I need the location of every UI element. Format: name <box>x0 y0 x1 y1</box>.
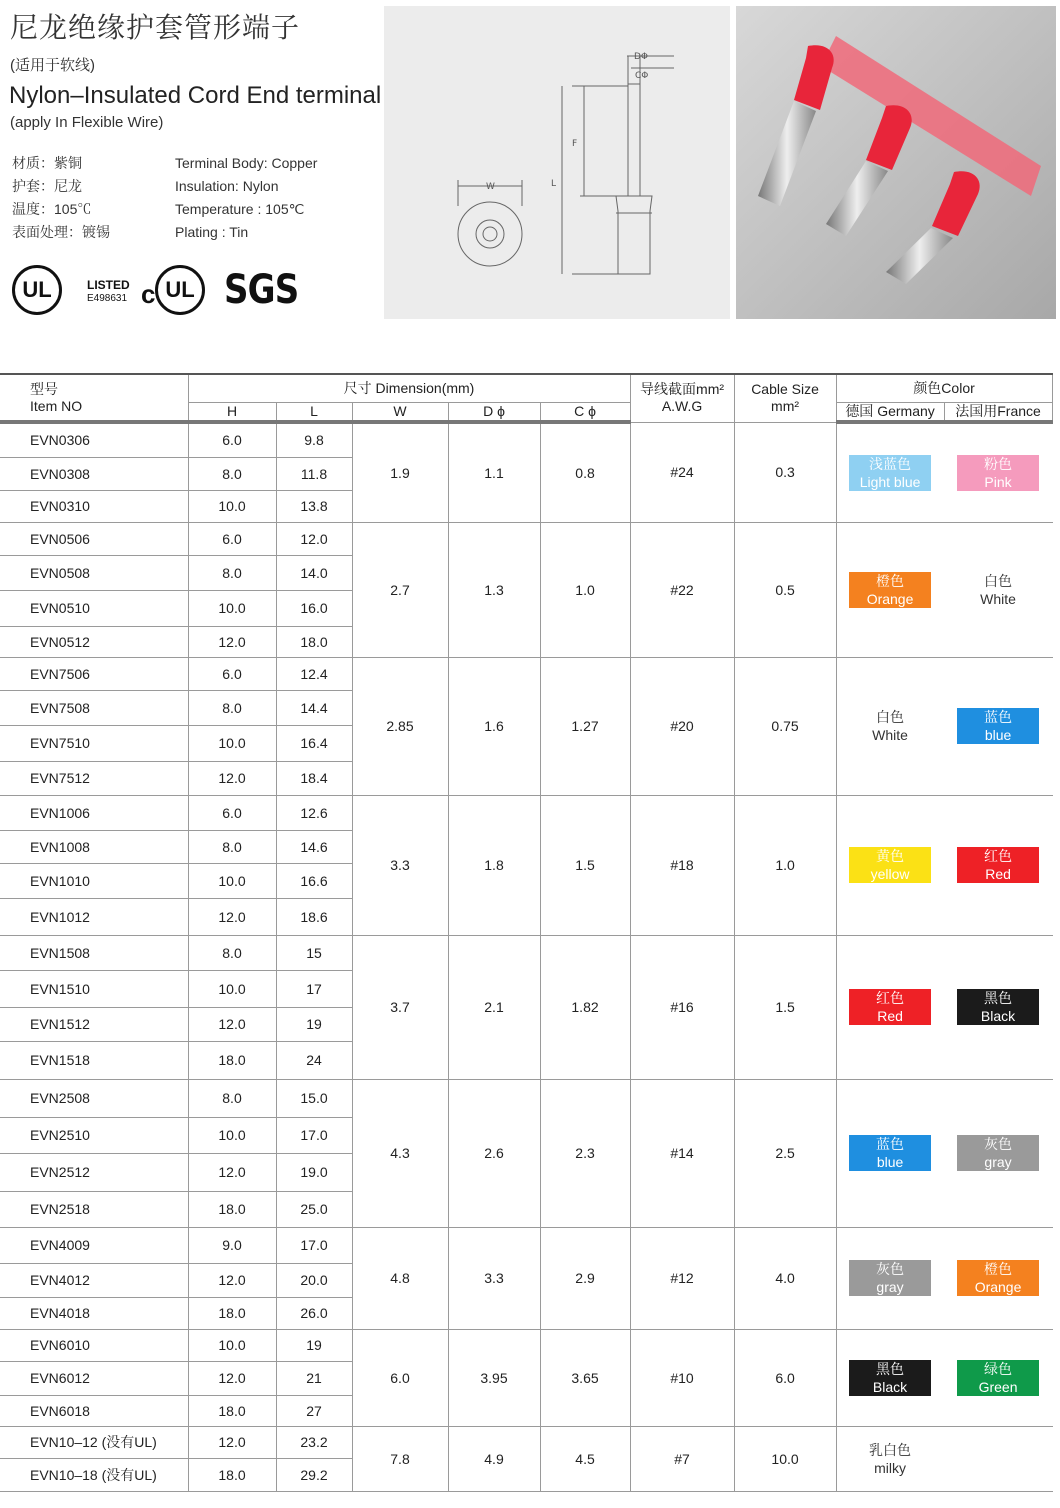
cell-color-france <box>944 657 1052 795</box>
header-cable-en: Cable Size <box>751 381 819 398</box>
cell-item-no: EVN7512 <box>0 761 188 795</box>
cell-color-france <box>944 1329 1052 1426</box>
cell-color-germany <box>836 1079 944 1227</box>
side-view-sleeve <box>616 196 652 274</box>
color-name-en: Pink <box>984 473 1012 490</box>
color-name-cn: 橙色 <box>984 1261 1013 1277</box>
header-h: H <box>188 402 276 422</box>
cell-item-no: EVN1508 <box>0 935 188 970</box>
cell-h: 8.0 <box>188 555 276 590</box>
color-name-en: Black <box>980 1008 1016 1024</box>
technical-drawing <box>384 6 730 319</box>
certification-logos <box>12 265 312 317</box>
cell-h: 6.0 <box>188 795 276 830</box>
table-row <box>0 1426 1052 1458</box>
color-name-cn: 蓝色 <box>876 1136 905 1152</box>
color-name-en: White <box>980 590 1016 607</box>
cell-h: 8.0 <box>188 1079 276 1117</box>
header-awg-cn: 导线截面mm² <box>640 381 725 398</box>
cell-item-no: EVN1510 <box>0 970 188 1007</box>
cell-c: 1.82 <box>540 935 630 1079</box>
color-swatch-france <box>957 847 1039 883</box>
cell-d: 4.9 <box>448 1426 540 1491</box>
cell-item-no: EVN0306 <box>0 422 188 457</box>
cell-d: 3.95 <box>448 1329 540 1426</box>
cell-item-no: EVN1010 <box>0 863 188 898</box>
color-name-cn: 黄色 <box>876 848 905 864</box>
listed-mark <box>87 279 130 305</box>
cell-h: 8.0 <box>188 690 276 725</box>
cell-d: 3.3 <box>448 1227 540 1329</box>
table-row <box>0 522 1052 555</box>
cell-h: 8.0 <box>188 935 276 970</box>
cell-awg: #12 <box>630 1227 734 1329</box>
cell-item-no: EVN1008 <box>0 830 188 863</box>
cell-item-no: EVN2508 <box>0 1079 188 1117</box>
cell-awg: #10 <box>630 1329 734 1426</box>
cell-w: 6.0 <box>352 1329 448 1426</box>
color-name-cn: 红色 <box>876 990 905 1006</box>
header-c: C ϕ <box>540 402 630 422</box>
cell-h: 12.0 <box>188 1263 276 1297</box>
table-row <box>0 1079 1052 1117</box>
cell-awg: #14 <box>630 1079 734 1227</box>
cell-c: 1.5 <box>540 795 630 935</box>
color-swatch-germany <box>849 708 931 744</box>
spec-material-cn: 材质：紫铜 <box>12 155 82 171</box>
color-name-cn: 乳白色 <box>869 1441 912 1458</box>
cell-h: 6.0 <box>188 422 276 457</box>
color-name-cn: 橙色 <box>876 572 905 589</box>
cell-l: 16.4 <box>276 725 352 761</box>
cell-h: 8.0 <box>188 830 276 863</box>
cell-h: 18.0 <box>188 1297 276 1329</box>
cell-d: 2.6 <box>448 1079 540 1227</box>
cell-color-germany <box>836 422 944 522</box>
color-swatch-germany <box>849 989 931 1025</box>
cell-l: 12.6 <box>276 795 352 830</box>
cell-l: 17.0 <box>276 1227 352 1263</box>
spec-table-body <box>0 422 1052 1491</box>
color-name-en: Red <box>985 866 1011 882</box>
cell-d: 1.3 <box>448 522 540 657</box>
cell-item-no: EVN6018 <box>0 1395 188 1426</box>
color-name-cn: 白色 <box>876 709 905 725</box>
cell-item-no: EVN0508 <box>0 555 188 590</box>
cell-color-france <box>944 795 1052 935</box>
color-name-cn: 灰色 <box>876 1261 905 1277</box>
cell-item-no: EVN4018 <box>0 1297 188 1329</box>
color-name-cn: 蓝色 <box>984 709 1013 725</box>
cell-awg: #7 <box>630 1426 734 1491</box>
cell-item-no: EVN6010 <box>0 1329 188 1361</box>
cell-item-no: EVN6012 <box>0 1361 188 1395</box>
listed-number: E498631 <box>87 293 128 304</box>
cell-l: 19 <box>276 1007 352 1041</box>
cell-w: 4.8 <box>352 1227 448 1329</box>
color-swatch-germany <box>849 572 931 608</box>
cell-color-germany <box>836 657 944 795</box>
l-label: L <box>551 179 557 189</box>
sgs-logo: SGS <box>224 267 299 313</box>
cell-awg: #16 <box>630 935 734 1079</box>
cell-h: 10.0 <box>188 1117 276 1153</box>
cell-cable: 2.5 <box>734 1079 836 1227</box>
cell-h: 12.0 <box>188 761 276 795</box>
cell-item-no: EVN2512 <box>0 1153 188 1191</box>
header-germany: 德国 Germany <box>836 402 944 422</box>
cell-cable: 4.0 <box>734 1227 836 1329</box>
cell-w: 1.9 <box>352 422 448 522</box>
cell-color-france <box>944 422 1052 522</box>
end-view-outer <box>458 202 522 266</box>
cell-l: 19 <box>276 1329 352 1361</box>
cell-w: 2.85 <box>352 657 448 795</box>
cell-c: 2.9 <box>540 1227 630 1329</box>
cell-item-no: EVN1512 <box>0 1007 188 1041</box>
side-view-tube <box>628 84 640 196</box>
color-swatch-france <box>957 989 1039 1025</box>
cell-h: 6.0 <box>188 522 276 555</box>
cell-item-no: EVN1518 <box>0 1041 188 1079</box>
cell-l: 15 <box>276 935 352 970</box>
color-swatch-germany <box>849 1260 931 1296</box>
cell-color-germany <box>836 1426 944 1491</box>
color-swatch-france <box>957 1360 1039 1396</box>
cell-l: 27 <box>276 1395 352 1426</box>
cell-h: 12.0 <box>188 898 276 935</box>
cell-h: 12.0 <box>188 1361 276 1395</box>
cell-h: 8.0 <box>188 457 276 490</box>
header-l: L <box>276 402 352 422</box>
spec-list-chinese <box>12 152 110 244</box>
cell-item-no: EVN2518 <box>0 1191 188 1227</box>
cell-color-france <box>944 1227 1052 1329</box>
c-label: CΦ <box>635 71 649 81</box>
cell-color-germany <box>836 795 944 935</box>
cell-color-france <box>944 935 1052 1079</box>
color-swatch-france <box>957 455 1039 491</box>
drawing-svg <box>384 6 730 319</box>
cell-cable: 0.75 <box>734 657 836 795</box>
cell-color-france <box>944 1079 1052 1227</box>
spec-temperature-cn: 温度：105℃ <box>12 201 92 217</box>
cell-item-no: EVN0512 <box>0 626 188 657</box>
product-header <box>0 0 1060 330</box>
cell-item-no: EVN7510 <box>0 725 188 761</box>
header-awg <box>630 374 734 422</box>
cell-c: 2.3 <box>540 1079 630 1227</box>
cell-l: 19.0 <box>276 1153 352 1191</box>
subtitle-chinese: (适用于软线) <box>10 57 95 74</box>
header-d: D ϕ <box>448 402 540 422</box>
cell-w: 2.7 <box>352 522 448 657</box>
cell-l: 14.0 <box>276 555 352 590</box>
color-name-en: Green <box>978 1378 1018 1395</box>
color-name-en: blue <box>876 1154 904 1170</box>
ul-logo: UL <box>12 265 62 315</box>
header-dimension: 尺寸 Dimension(mm) <box>188 374 630 402</box>
color-swatch-germany <box>849 455 931 491</box>
cell-w: 3.3 <box>352 795 448 935</box>
table-row <box>0 795 1052 830</box>
cell-l: 23.2 <box>276 1426 352 1458</box>
color-swatch-germany <box>849 1360 931 1396</box>
color-name-cn: 黑色 <box>984 990 1013 1006</box>
cell-c: 1.0 <box>540 522 630 657</box>
cell-h: 10.0 <box>188 970 276 1007</box>
table-row <box>0 1227 1052 1263</box>
cell-h: 10.0 <box>188 1329 276 1361</box>
color-name-en: gray <box>984 1154 1012 1170</box>
cell-color-germany <box>836 1329 944 1426</box>
color-swatch-germany <box>849 1135 931 1171</box>
spec-list-english <box>175 152 317 244</box>
cell-cable: 0.5 <box>734 522 836 657</box>
header-w: W <box>352 402 448 422</box>
color-name-en: gray <box>876 1279 904 1295</box>
cell-l: 20.0 <box>276 1263 352 1297</box>
cell-l: 12.4 <box>276 657 352 690</box>
cell-item-no: EVN10–18 (没有UL) <box>0 1458 188 1491</box>
cell-w: 7.8 <box>352 1426 448 1491</box>
header-cable-size <box>734 374 836 422</box>
cell-color-germany <box>836 1227 944 1329</box>
cell-h: 12.0 <box>188 1007 276 1041</box>
cell-item-no: EVN10–12 (没有UL) <box>0 1426 188 1458</box>
title-chinese: 尼龙绝缘护套管形端子 <box>10 12 301 43</box>
cell-l: 12.0 <box>276 522 352 555</box>
cell-cable: 0.3 <box>734 422 836 522</box>
product-photo <box>736 6 1056 319</box>
cell-h: 18.0 <box>188 1458 276 1491</box>
cell-cable: 6.0 <box>734 1329 836 1426</box>
cell-item-no: EVN2510 <box>0 1117 188 1153</box>
color-name-cn: 白色 <box>984 572 1013 589</box>
color-name-cn: 红色 <box>984 848 1013 864</box>
spec-insulation-cn: 护套：尼龙 <box>12 178 82 194</box>
cell-awg: #20 <box>630 657 734 795</box>
color-swatch-france <box>957 1135 1039 1171</box>
spec-plating-cn: 表面处理：镀锡 <box>12 224 110 240</box>
cell-l: 18.6 <box>276 898 352 935</box>
w-label: W <box>486 182 495 192</box>
cell-h: 9.0 <box>188 1227 276 1263</box>
cell-color-germany <box>836 935 944 1079</box>
cell-l: 14.6 <box>276 830 352 863</box>
cul-logo: UL <box>155 265 205 315</box>
spec-material-en: Terminal Body: Copper <box>175 155 318 171</box>
cell-w: 4.3 <box>352 1079 448 1227</box>
cell-cable: 10.0 <box>734 1426 836 1491</box>
color-name-cn: 粉色 <box>984 455 1013 472</box>
cell-h: 18.0 <box>188 1191 276 1227</box>
cell-h: 18.0 <box>188 1041 276 1079</box>
color-swatch-france <box>957 1260 1039 1296</box>
cell-l: 21 <box>276 1361 352 1395</box>
cell-h: 10.0 <box>188 725 276 761</box>
c-mark: c <box>141 279 156 309</box>
cell-h: 6.0 <box>188 657 276 690</box>
cell-h: 12.0 <box>188 626 276 657</box>
f-label: F <box>572 139 578 149</box>
header-color: 颜色Color <box>836 374 1052 402</box>
cell-l: 25.0 <box>276 1191 352 1227</box>
cell-h: 12.0 <box>188 1153 276 1191</box>
cell-c: 3.65 <box>540 1329 630 1426</box>
cell-item-no: EVN0510 <box>0 590 188 626</box>
cell-w: 3.7 <box>352 935 448 1079</box>
cell-item-no: EVN0506 <box>0 522 188 555</box>
cell-item-no: EVN0310 <box>0 490 188 522</box>
spec-temperature-en: Temperature : 105℃ <box>175 201 305 217</box>
color-swatch-france <box>957 572 1039 608</box>
cell-awg: #22 <box>630 522 734 657</box>
cell-l: 14.4 <box>276 690 352 725</box>
header-france: 法国用France <box>944 402 1052 422</box>
cell-d: 1.8 <box>448 795 540 935</box>
header-item-no <box>0 374 188 422</box>
color-name-en: Light blue <box>859 473 921 490</box>
cell-l: 9.8 <box>276 422 352 457</box>
cell-cable: 1.0 <box>734 795 836 935</box>
cell-h: 12.0 <box>188 1426 276 1458</box>
cell-l: 16.6 <box>276 863 352 898</box>
header-cable-unit: mm² <box>771 398 800 415</box>
color-name-cn: 绿色 <box>984 1360 1013 1377</box>
cell-item-no: EVN4012 <box>0 1263 188 1297</box>
cell-item-no: EVN4009 <box>0 1227 188 1263</box>
cell-c: 1.27 <box>540 657 630 795</box>
cell-l: 24 <box>276 1041 352 1079</box>
cell-l: 17.0 <box>276 1117 352 1153</box>
photo-svg <box>736 6 1056 319</box>
cell-d: 1.1 <box>448 422 540 522</box>
cell-l: 18.4 <box>276 761 352 795</box>
cell-awg: #18 <box>630 795 734 935</box>
color-name-en: Orange <box>866 590 914 607</box>
cell-h: 10.0 <box>188 590 276 626</box>
color-name-en: blue <box>984 727 1012 743</box>
color-name-cn: 灰色 <box>984 1136 1013 1152</box>
cell-c: 0.8 <box>540 422 630 522</box>
cell-cable: 1.5 <box>734 935 836 1079</box>
cell-item-no: EVN7508 <box>0 690 188 725</box>
color-swatch-france <box>957 708 1039 744</box>
cell-color-france <box>944 1426 1052 1491</box>
cell-item-no: EVN1006 <box>0 795 188 830</box>
table-row <box>0 1329 1052 1361</box>
cell-d: 2.1 <box>448 935 540 1079</box>
cell-item-no: EVN1012 <box>0 898 188 935</box>
color-name-en: Black <box>872 1378 908 1395</box>
cell-item-no: EVN0308 <box>0 457 188 490</box>
table-row <box>0 657 1052 690</box>
cell-awg: #24 <box>630 422 734 522</box>
cell-l: 18.0 <box>276 626 352 657</box>
color-swatch-germany <box>849 847 931 883</box>
cell-l: 13.8 <box>276 490 352 522</box>
end-view-inner <box>483 227 497 241</box>
cell-l: 16.0 <box>276 590 352 626</box>
header-item-en: Item NO <box>30 397 83 414</box>
color-name-en: Orange <box>974 1279 1022 1295</box>
cell-l: 15.0 <box>276 1079 352 1117</box>
cell-h: 10.0 <box>188 863 276 898</box>
color-name-cn: 浅蓝色 <box>869 455 912 472</box>
spec-table <box>0 373 1053 1492</box>
cell-l: 29.2 <box>276 1458 352 1491</box>
subtitle-english: (apply In Flexible Wire) <box>10 114 164 131</box>
spec-insulation-en: Insulation: Nylon <box>175 178 279 194</box>
cell-l: 26.0 <box>276 1297 352 1329</box>
cell-color-france <box>944 522 1052 657</box>
color-name-cn: 黑色 <box>876 1360 905 1377</box>
color-name-en: White <box>872 727 908 743</box>
color-name-en: yellow <box>870 866 910 882</box>
end-view-middle <box>476 220 504 248</box>
table-row <box>0 422 1052 457</box>
title-english: Nylon–Insulated Cord End terminal <box>9 82 382 109</box>
d-label: DΦ <box>634 52 649 62</box>
spec-plating-en: Plating : Tin <box>175 224 249 240</box>
cell-color-germany <box>836 522 944 657</box>
listed-label: LISTED <box>87 278 130 292</box>
cell-c: 4.5 <box>540 1426 630 1491</box>
color-name-en: Red <box>877 1008 903 1024</box>
cell-item-no: EVN7506 <box>0 657 188 690</box>
cell-d: 1.6 <box>448 657 540 795</box>
header-item-cn: 型号 <box>30 380 58 397</box>
cell-h: 10.0 <box>188 490 276 522</box>
header-awg-en: A.W.G <box>661 398 703 415</box>
color-swatch-germany <box>849 1441 931 1477</box>
color-name-en: milky <box>874 1459 906 1476</box>
cell-h: 18.0 <box>188 1395 276 1426</box>
cell-l: 17 <box>276 970 352 1007</box>
cell-l: 11.8 <box>276 457 352 490</box>
table-row <box>0 935 1052 970</box>
